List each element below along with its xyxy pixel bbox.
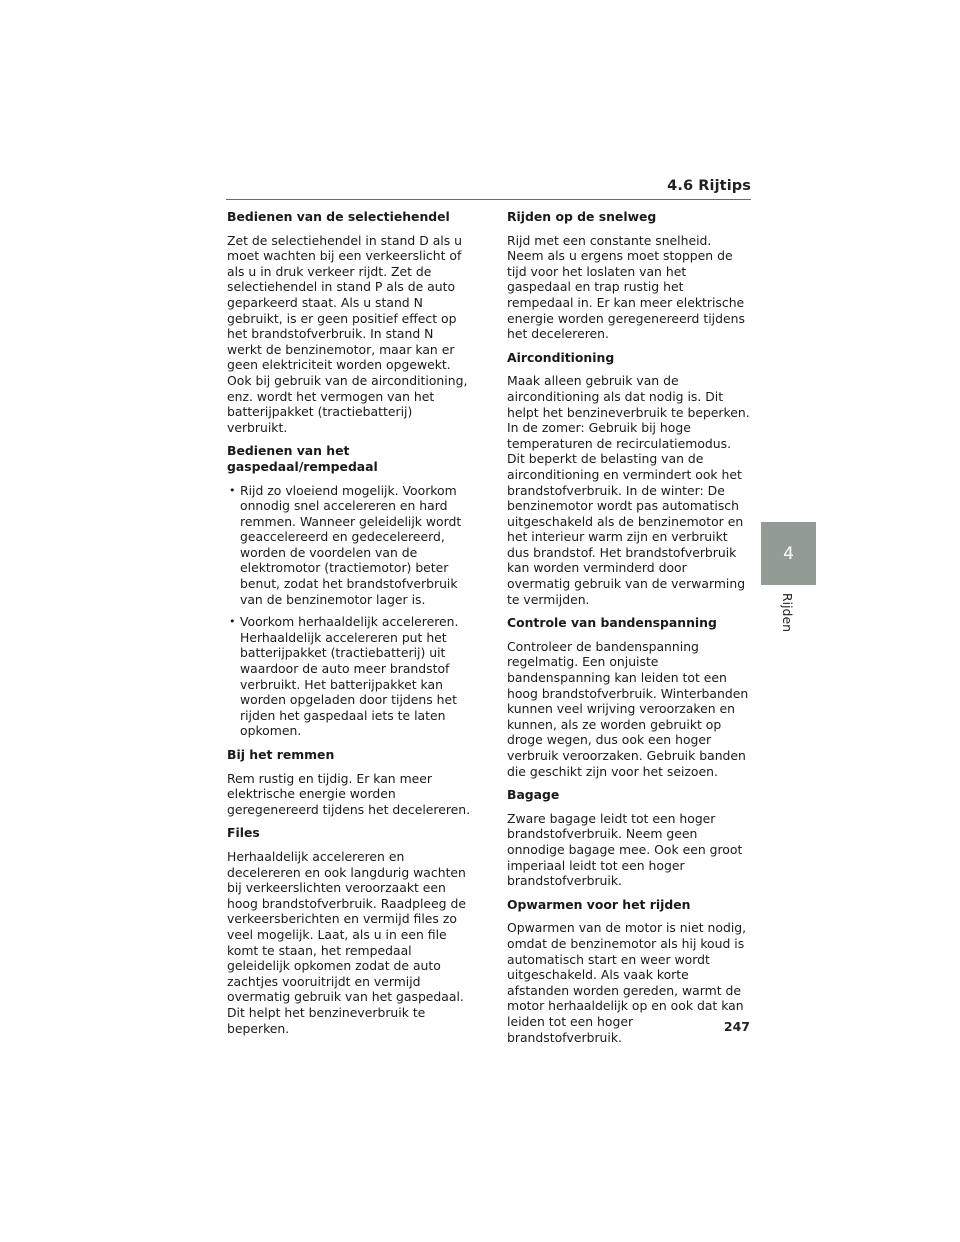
- section-body: Opwarmen van de motor is niet nodig, omdat de benzinemotor als hij koud is automatisch start en weer wordt uitgeschakeld. Als vaak korte afstanden worden gereden, warmt de motor herhaaldelijk op en ook dat kan leiden tot een hoger brandstofverbruik.: [507, 920, 747, 1045]
- chapter-number: 4: [783, 543, 794, 564]
- section-heading: Bagage: [507, 787, 560, 803]
- section-snelweg: [507, 209, 751, 342]
- left-column: [227, 209, 471, 1044]
- section-heading: Bedienen van het gaspedaal/rempedaal: [227, 443, 378, 474]
- section-selectiehendel: [227, 209, 471, 435]
- section-body: Maak alleen gebruik van de airconditioning als dat nodig is. Dit helpt het benzineverbruik te beperken. In de zomer: Gebruik bij hoge temperaturen de recirculatiemodus. Dit beperkt de belasting van de airconditioning en vermindert ook het brandstofverbruik. In de winter: De benzinemotor wordt pas automatisch uitgeschakeld als de benzinemotor en het interieur warm zijn en verbruikt dus brandstof. Het brandstofverbruik kan worden verminderd door overmatig gebruik van de verwarming te vermijden.: [507, 373, 750, 607]
- section-body: Herhaaldelijk accelereren en decelereren en ook langdurig wachten bij verkeerslichten veroorzaakt een hoog brandstofverbruik. Raadpleeg de verkeersberichten en vermijd files zo veel mogelijk. Laat, als u in een file komt te staan, het rempedaal geleidelijk opkomen zodat de auto zachtjes vooruitrijdt en vermijd overmatig gebruik van het gaspedaal. Dit helpt het benzineverbruik te beperken.: [227, 848, 466, 1036]
- section-heading: Files: [227, 825, 260, 841]
- section-bagage: [507, 787, 751, 889]
- section-heading: Bedienen van de selectiehendel: [227, 209, 450, 224]
- right-column: [507, 209, 751, 1053]
- page-number: 247: [723, 1019, 750, 1034]
- section-body: Controleer de bandenspanning regelmatig. Een onjuiste bandenspanning kan leiden tot een hoog brandstofverbruik. Winterbanden kunnen veel wrijving veroorzaken en kunnen, als ze worden gebruikt op droge wegen, dus ook een hoger verbruik veroorzaken. Gebruik banden die geschikt zijn voor het seizoen.: [507, 638, 749, 779]
- section-heading: Opwarmen voor het rijden: [507, 896, 691, 912]
- bullet-list: [227, 483, 471, 740]
- chapter-side-label: [768, 592, 808, 632]
- section-title: 4.6 Rijtips: [667, 178, 751, 194]
- section-heading: Bij het remmen: [227, 747, 335, 762]
- section-heading: Rijden op de snelweg: [507, 209, 657, 224]
- section-remmen: [227, 747, 471, 817]
- page-header: [226, 176, 751, 200]
- section-heading: Airconditioning: [507, 349, 615, 365]
- section-gaspedaal-rempedaal: [227, 443, 471, 739]
- list-item: • Voorkom herhaaldelijk accelereren. Herhaaldelijk accelereren put het batterijpakket (tractiebatterij) uit waardoor de auto meer brandstof verbruikt. Het batterijpakket kan worden opgeladen door tijdens het rijden het gaspedaal iets te laten opkomen.: [227, 614, 471, 739]
- section-airconditioning: [507, 350, 751, 608]
- section-body: Rem rustig en tijdig. Er kan meer elektrische energie worden geregenereerd tijdens het decelereren.: [227, 770, 471, 817]
- section-body: Zet de selectiehendel in stand D als u moet wachten bij een verkeerslicht of als u in druk verkeer rijdt. Zet de selectiehendel in stand P als de auto geparkeerd staat. Als u stand N gebruikt, is er geen positief effect op het brandstofverbruik. In stand N werkt de benzinemotor, maar kan er geen elektriciteit worden opgewekt. Ook bij gebruik van de airconditioning, enz. wordt het vermogen van het batterijpakket (tractiebatterij) verbruikt.: [227, 232, 468, 435]
- section-body: Rijd met een constante snelheid. Neem als u ergens moet stoppen de tijd voor het loslaten van het gaspedaal en trap rustig het rempedaal in. Er kan meer elektrische energie worden geregenereerd tijdens het decelereren.: [507, 232, 745, 342]
- section-heading: Controle van bandenspanning: [507, 615, 717, 631]
- list-item: • Rijd zo vloeiend mogelijk. Voorkom onnodig snel accelereren en hard remmen. Wanneer geleidelijk wordt geaccelereerd en gedecelereerd, worden de voordelen van de elektromotor (tractiemotor) beter benut, zodat het brandstofverbruik van de benzinemotor lager is.: [227, 483, 471, 608]
- chapter-label: Rijden: [780, 592, 796, 632]
- section-files: [227, 825, 471, 1036]
- chapter-tab: [761, 522, 816, 585]
- section-body: Zware bagage leidt tot een hoger brandstofverbruik. Neem geen onnodige bagage mee. Ook een groot imperiaal leidt tot een hoger brandstofverbruik.: [507, 810, 743, 889]
- section-bandenspanning: [507, 615, 751, 779]
